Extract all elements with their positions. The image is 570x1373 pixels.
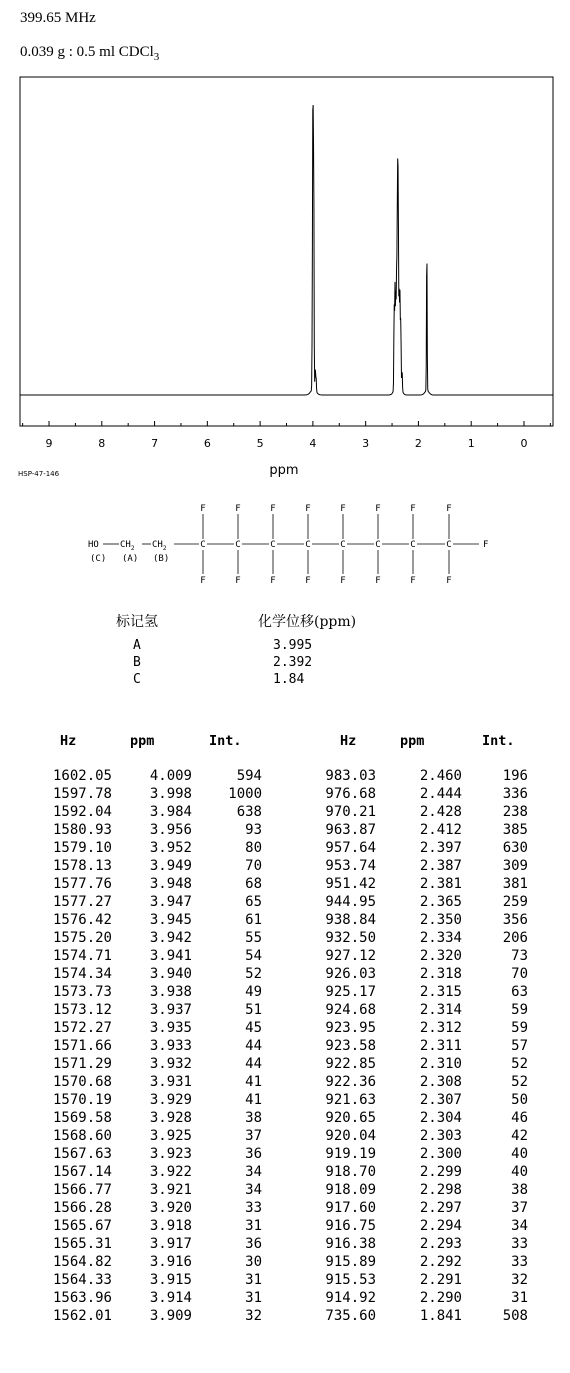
peak-ppm: 4.009 <box>149 768 192 784</box>
peak-ppm: 2.293 <box>419 1236 462 1252</box>
peak-intensity: 508 <box>502 1308 528 1324</box>
peak-hz: 976.68 <box>325 786 376 802</box>
peak-ppm: 3.942 <box>149 930 192 946</box>
peak-ppm: 3.933 <box>149 1038 192 1054</box>
peak-ppm: 3.932 <box>149 1056 192 1072</box>
peak-hz: 915.53 <box>325 1272 376 1288</box>
fluorine-atom: F <box>410 504 416 514</box>
fluorine-atom: F <box>305 576 311 586</box>
peak-intensity: 32 <box>511 1272 528 1288</box>
peak-hz: 1575.20 <box>52 930 112 946</box>
carbon-atom: C <box>235 540 241 550</box>
peak-ppm: 3.938 <box>149 984 192 1000</box>
carbon-atom: C <box>410 540 416 550</box>
peak-row <box>0 929 570 947</box>
peak-ppm: 2.311 <box>419 1038 462 1054</box>
peak-ppm: 2.299 <box>419 1164 462 1180</box>
peak-intensity: 46 <box>511 1110 528 1126</box>
peak-intensity: 37 <box>511 1200 528 1216</box>
x-tick-label: 4 <box>309 437 317 450</box>
peak-row <box>0 1001 570 1019</box>
peak-intensity: 51 <box>245 1002 262 1018</box>
peak-ppm: 2.300 <box>419 1146 462 1162</box>
sample-subscript: 3 <box>153 51 160 63</box>
peak-hz: 1564.82 <box>52 1254 112 1270</box>
peak-ppm: 2.365 <box>419 894 462 910</box>
peak-intensity: 59 <box>511 1002 528 1018</box>
peak-intensity: 80 <box>245 840 262 856</box>
peak-ppm: 2.428 <box>419 804 462 820</box>
peak-ppm: 3.956 <box>149 822 192 838</box>
peak-hz: 1574.71 <box>52 948 112 964</box>
peak-intensity: 65 <box>245 894 262 910</box>
peak-hz: 1580.93 <box>52 822 112 838</box>
peak-intensity: 36 <box>245 1236 262 1252</box>
peak-intensity: 93 <box>245 822 262 838</box>
fluorine-atom: F <box>200 504 206 514</box>
x-axis-label: ppm <box>269 463 299 478</box>
peak-hz: 1565.67 <box>52 1218 112 1234</box>
peak-intensity: 52 <box>511 1056 528 1072</box>
peak-hz: 1577.76 <box>52 876 112 892</box>
peak-hz: 953.74 <box>325 858 376 874</box>
fluorine-atom: F <box>340 576 346 586</box>
carbon-atom: C <box>375 540 381 550</box>
peak-hz: 1569.58 <box>52 1110 112 1126</box>
peak-intensity: 38 <box>511 1182 528 1198</box>
peak-intensity: 34 <box>511 1218 528 1234</box>
peak-ppm: 2.291 <box>419 1272 462 1288</box>
peak-intensity: 36 <box>245 1146 262 1162</box>
peak-hz: 944.95 <box>325 894 376 910</box>
peak-ppm: 3.915 <box>149 1272 192 1288</box>
x-tick-label: 6 <box>203 437 211 450</box>
peak-ppm: 2.310 <box>419 1056 462 1072</box>
peak-row <box>0 911 570 929</box>
fluorine-atom: F <box>235 504 241 514</box>
peak-row <box>0 1091 570 1109</box>
peak-intensity: 31 <box>245 1272 262 1288</box>
peak-intensity: 630 <box>502 840 528 856</box>
peak-ppm: 2.381 <box>419 876 462 892</box>
peak-header-hz-left: Hz <box>60 733 77 749</box>
assignment-row <box>0 638 570 655</box>
peak-hz: 1570.68 <box>52 1074 112 1090</box>
x-tick-label: 3 <box>362 437 370 450</box>
x-tick-label: 5 <box>256 437 264 450</box>
peak-hz: 1579.10 <box>52 840 112 856</box>
fluorine-atom: F <box>340 504 346 514</box>
carbon-atom: C <box>446 540 452 550</box>
tag-a: (A) <box>122 554 139 564</box>
peak-hz: 1571.66 <box>52 1038 112 1054</box>
carbon-atom: C <box>200 540 206 550</box>
peak-intensity: 44 <box>245 1056 262 1072</box>
peak-intensity: 73 <box>511 948 528 964</box>
peak-hz: 922.85 <box>325 1056 376 1072</box>
peak-header-int-right: Int. <box>482 733 515 749</box>
spectrum-code: HSP-47-146 <box>18 470 60 478</box>
peak-ppm: 2.290 <box>419 1290 462 1306</box>
peak-hz: 914.92 <box>325 1290 376 1306</box>
peak-intensity: 57 <box>511 1038 528 1054</box>
peak-hz: 917.60 <box>325 1200 376 1216</box>
peak-ppm: 3.923 <box>149 1146 192 1162</box>
peak-ppm: 1.841 <box>419 1308 462 1324</box>
peak-hz: 1572.27 <box>52 1020 112 1036</box>
peak-intensity: 38 <box>245 1110 262 1126</box>
peak-header-int-left: Int. <box>209 733 242 749</box>
peak-ppm: 2.387 <box>419 858 462 874</box>
peak-intensity: 381 <box>502 876 528 892</box>
fluorine-atom: F <box>446 576 452 586</box>
peak-ppm: 3.916 <box>149 1254 192 1270</box>
peak-hz: 1567.63 <box>52 1146 112 1162</box>
peak-row <box>0 983 570 1001</box>
peak-ppm: 2.320 <box>419 948 462 964</box>
peak-row <box>0 875 570 893</box>
peak-ppm: 3.925 <box>149 1128 192 1144</box>
peak-hz: 925.17 <box>325 984 376 1000</box>
peak-intensity: 59 <box>511 1020 528 1036</box>
peak-row <box>0 1019 570 1037</box>
x-tick-label: 1 <box>467 437 475 450</box>
peak-rows <box>0 767 570 1325</box>
peak-hz: 1574.34 <box>52 966 112 982</box>
peak-intensity: 31 <box>245 1218 262 1234</box>
peak-intensity: 32 <box>245 1308 262 1324</box>
tag-b: (B) <box>153 554 170 564</box>
peak-intensity: 68 <box>245 876 262 892</box>
peak-hz: 1577.27 <box>52 894 112 910</box>
peak-intensity: 259 <box>502 894 528 910</box>
peak-hz: 1562.01 <box>52 1308 112 1324</box>
carbon-atom: C <box>270 540 276 550</box>
peak-ppm: 3.937 <box>149 1002 192 1018</box>
peak-intensity: 196 <box>502 768 528 784</box>
peak-hz: 951.42 <box>325 876 376 892</box>
peak-ppm: 3.935 <box>149 1020 192 1036</box>
assignment-shift: 2.392 <box>273 655 313 670</box>
peak-ppm: 3.909 <box>149 1308 192 1324</box>
peak-intensity: 30 <box>245 1254 262 1270</box>
peak-ppm: 3.998 <box>149 786 192 802</box>
peak-hz: 922.36 <box>325 1074 376 1090</box>
assignment-label: A <box>133 638 141 653</box>
peak-hz: 735.60 <box>325 1308 376 1324</box>
assignment-table <box>0 638 570 689</box>
peak-row <box>0 1235 570 1253</box>
peak-hz: 920.65 <box>325 1110 376 1126</box>
assignment-header-label: 标记氢 <box>116 614 158 630</box>
fluorine-atom: F <box>410 576 416 586</box>
assignment-row <box>0 655 570 672</box>
peak-intensity: 40 <box>511 1146 528 1162</box>
peak-row <box>0 893 570 911</box>
peak-hz: 920.04 <box>325 1128 376 1144</box>
carbon-atom: C <box>305 540 311 550</box>
peak-hz: 970.21 <box>325 804 376 820</box>
assignment-label: B <box>133 655 141 670</box>
structure-diagram <box>0 0 570 600</box>
fluorine-atom: F <box>270 576 276 586</box>
peak-row <box>0 1055 570 1073</box>
peak-hz: 963.87 <box>325 822 376 838</box>
fluorine-atom: F <box>200 576 206 586</box>
ch2-group-b: $CH_2$ <box>152 540 167 552</box>
peak-ppm: 2.334 <box>419 930 462 946</box>
peak-ppm: 2.294 <box>419 1218 462 1234</box>
peak-ppm: 3.948 <box>149 876 192 892</box>
peak-row <box>0 1217 570 1235</box>
ho-group: HO <box>88 540 99 550</box>
sample-text: 0.039 g : 0.5 ml CDCl <box>20 44 154 60</box>
peak-intensity: 356 <box>502 912 528 928</box>
x-tick-label: 9 <box>45 437 53 450</box>
peak-ppm: 2.318 <box>419 966 462 982</box>
peak-ppm: 2.444 <box>419 786 462 802</box>
peak-ppm: 2.303 <box>419 1128 462 1144</box>
fluorine-atom: F <box>375 576 381 586</box>
peak-intensity: 45 <box>245 1020 262 1036</box>
peak-ppm: 2.460 <box>419 768 462 784</box>
peak-hz: 924.68 <box>325 1002 376 1018</box>
assignment-label: C <box>133 672 141 687</box>
peak-intensity: 31 <box>245 1290 262 1306</box>
peak-ppm: 3.929 <box>149 1092 192 1108</box>
peak-row <box>0 821 570 839</box>
peak-ppm: 3.941 <box>149 948 192 964</box>
peak-hz: 918.70 <box>325 1164 376 1180</box>
peak-intensity: 1000 <box>228 786 262 802</box>
peak-hz: 926.03 <box>325 966 376 982</box>
peak-row <box>0 767 570 785</box>
peak-ppm: 3.949 <box>149 858 192 874</box>
peak-ppm: 2.292 <box>419 1254 462 1270</box>
peak-ppm: 2.314 <box>419 1002 462 1018</box>
assignment-shift: 1.84 <box>273 672 305 687</box>
peak-ppm: 3.922 <box>149 1164 192 1180</box>
peak-intensity: 34 <box>245 1164 262 1180</box>
ch2-group-a: $CH_2$ <box>120 540 135 552</box>
peak-ppm: 2.297 <box>419 1200 462 1216</box>
peak-ppm: 3.947 <box>149 894 192 910</box>
peak-row <box>0 857 570 875</box>
peak-hz: 932.50 <box>325 930 376 946</box>
fluorine-atom: F <box>270 504 276 514</box>
peak-hz: 1565.31 <box>52 1236 112 1252</box>
peak-hz: 1576.42 <box>52 912 112 928</box>
peak-hz: 1566.28 <box>52 1200 112 1216</box>
peak-row <box>0 1037 570 1055</box>
peak-hz: 921.63 <box>325 1092 376 1108</box>
peak-intensity: 55 <box>245 930 262 946</box>
subscript: 2 <box>162 545 167 552</box>
peak-row <box>0 839 570 857</box>
peak-row <box>0 785 570 803</box>
peak-row <box>0 1181 570 1199</box>
peak-hz: 916.38 <box>325 1236 376 1252</box>
peak-intensity: 63 <box>511 984 528 1000</box>
peak-hz: 1573.73 <box>52 984 112 1000</box>
peak-intensity: 52 <box>245 966 262 982</box>
peak-hz: 1578.13 <box>52 858 112 874</box>
peak-ppm: 2.308 <box>419 1074 462 1090</box>
peak-intensity: 61 <box>245 912 262 928</box>
peak-hz: 1566.77 <box>52 1182 112 1198</box>
peak-ppm: 2.304 <box>419 1110 462 1126</box>
peak-intensity: 638 <box>236 804 262 820</box>
peak-intensity: 31 <box>511 1290 528 1306</box>
peak-intensity: 33 <box>245 1200 262 1216</box>
peak-header-ppm-left: ppm <box>130 733 155 749</box>
peak-intensity: 41 <box>245 1092 262 1108</box>
peak-row <box>0 1289 570 1307</box>
peak-hz: 1563.96 <box>52 1290 112 1306</box>
peak-hz: 1597.78 <box>52 786 112 802</box>
peak-hz: 1602.05 <box>52 768 112 784</box>
peak-ppm: 2.307 <box>419 1092 462 1108</box>
peak-intensity: 34 <box>245 1182 262 1198</box>
peak-header-ppm-right: ppm <box>400 733 425 749</box>
peak-row <box>0 1163 570 1181</box>
peak-ppm: 3.917 <box>149 1236 192 1252</box>
peak-intensity: 238 <box>502 804 528 820</box>
peak-ppm: 2.312 <box>419 1020 462 1036</box>
peak-hz: 927.12 <box>325 948 376 964</box>
peak-row <box>0 1253 570 1271</box>
peak-row <box>0 965 570 983</box>
peak-hz: 957.64 <box>325 840 376 856</box>
peak-hz: 1564.33 <box>52 1272 112 1288</box>
peak-ppm: 2.412 <box>419 822 462 838</box>
peak-intensity: 52 <box>511 1074 528 1090</box>
carbon-atom: C <box>340 540 346 550</box>
peak-intensity: 33 <box>511 1254 528 1270</box>
peak-intensity: 336 <box>502 786 528 802</box>
peak-hz: 983.03 <box>325 768 376 784</box>
peak-intensity: 42 <box>511 1128 528 1144</box>
x-tick-label: 8 <box>98 437 106 450</box>
peak-row <box>0 947 570 965</box>
peak-ppm: 3.952 <box>149 840 192 856</box>
peak-ppm: 2.315 <box>419 984 462 1000</box>
peak-hz: 1573.12 <box>52 1002 112 1018</box>
peak-intensity: 40 <box>511 1164 528 1180</box>
fluorine-atom: F <box>375 504 381 514</box>
peak-row <box>0 1109 570 1127</box>
peak-row <box>0 1073 570 1091</box>
assignment-shift: 3.995 <box>273 638 313 653</box>
peak-row <box>0 1199 570 1217</box>
peak-ppm: 3.921 <box>149 1182 192 1198</box>
peak-row <box>0 1271 570 1289</box>
x-tick-label: 2 <box>414 437 422 450</box>
peak-intensity: 70 <box>245 858 262 874</box>
peak-hz: 916.75 <box>325 1218 376 1234</box>
peak-hz: 1592.04 <box>52 804 112 820</box>
peak-ppm: 3.940 <box>149 966 192 982</box>
peak-hz: 918.09 <box>325 1182 376 1198</box>
peak-intensity: 37 <box>245 1128 262 1144</box>
peak-intensity: 206 <box>502 930 528 946</box>
peak-intensity: 50 <box>511 1092 528 1108</box>
x-tick-label: 0 <box>520 437 528 450</box>
peak-ppm: 3.928 <box>149 1110 192 1126</box>
peak-intensity: 309 <box>502 858 528 874</box>
assignment-row <box>0 672 570 689</box>
fluorine-atom: F <box>235 576 241 586</box>
fluorine-atom: F <box>483 540 489 550</box>
peak-hz: 1570.19 <box>52 1092 112 1108</box>
peak-intensity: 33 <box>511 1236 528 1252</box>
peak-intensity: 385 <box>502 822 528 838</box>
tag-c: (C) <box>90 554 107 564</box>
peak-ppm: 2.298 <box>419 1182 462 1198</box>
peak-ppm: 2.350 <box>419 912 462 928</box>
fluorine-atom: F <box>305 504 311 514</box>
peak-row <box>0 1145 570 1163</box>
peak-hz: 919.19 <box>325 1146 376 1162</box>
peak-hz: 1568.60 <box>52 1128 112 1144</box>
peak-ppm: 3.931 <box>149 1074 192 1090</box>
x-tick-label: 7 <box>151 437 159 450</box>
peak-intensity: 594 <box>236 768 262 784</box>
fluorine-atom: F <box>446 504 452 514</box>
peak-ppm: 3.918 <box>149 1218 192 1234</box>
peak-header-hz-right: Hz <box>340 733 357 749</box>
peak-intensity: 41 <box>245 1074 262 1090</box>
peak-ppm: 3.984 <box>149 804 192 820</box>
peak-row <box>0 803 570 821</box>
peak-hz: 923.58 <box>325 1038 376 1054</box>
peak-row <box>0 1307 570 1325</box>
peak-ppm: 3.920 <box>149 1200 192 1216</box>
peak-hz: 1571.29 <box>52 1056 112 1072</box>
peak-intensity: 70 <box>511 966 528 982</box>
peak-hz: 923.95 <box>325 1020 376 1036</box>
peak-intensity: 54 <box>245 948 262 964</box>
peak-hz: 915.89 <box>325 1254 376 1270</box>
peak-ppm: 3.945 <box>149 912 192 928</box>
peak-intensity: 44 <box>245 1038 262 1054</box>
peak-ppm: 3.914 <box>149 1290 192 1306</box>
peak-row <box>0 1127 570 1145</box>
peak-ppm: 2.397 <box>419 840 462 856</box>
spectrometer-frequency: 399.65 MHz <box>20 10 96 26</box>
peak-intensity: 49 <box>245 984 262 1000</box>
assignment-header-shift: 化学位移(ppm) <box>258 614 357 630</box>
peak-hz: 938.84 <box>325 912 376 928</box>
subscript: 2 <box>130 545 135 552</box>
peak-hz: 1567.14 <box>52 1164 112 1180</box>
